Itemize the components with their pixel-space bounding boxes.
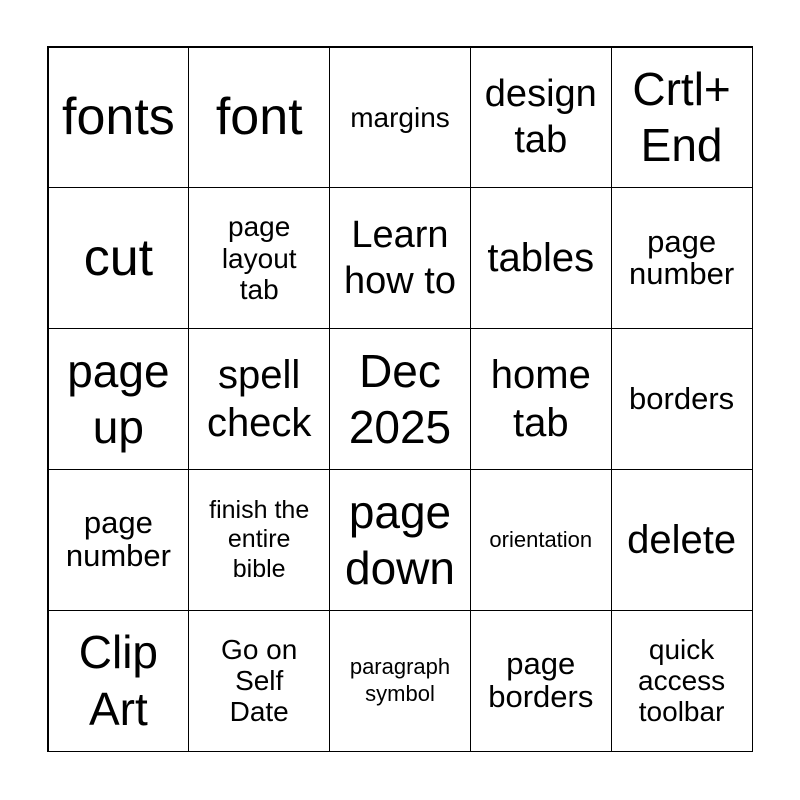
bingo-cell[interactable] bbox=[329, 469, 471, 611]
bingo-cell-label: delete bbox=[627, 517, 737, 562]
bingo-board bbox=[47, 46, 753, 752]
bingo-cell[interactable] bbox=[188, 610, 330, 752]
bingo-cell[interactable] bbox=[48, 328, 190, 470]
bingo-cell-label: page down bbox=[345, 485, 455, 594]
bingo-cell[interactable] bbox=[611, 187, 753, 329]
bingo-cell-label: design tab bbox=[484, 73, 597, 162]
bingo-cell-label: orientation bbox=[489, 526, 593, 552]
bingo-cell[interactable] bbox=[470, 187, 612, 329]
bingo-cell-label: margins bbox=[350, 101, 450, 133]
bingo-cell-label: page number bbox=[629, 223, 735, 292]
bingo-cell-label: Dec 2025 bbox=[348, 344, 452, 453]
bingo-cell[interactable] bbox=[329, 328, 471, 470]
bingo-cell[interactable] bbox=[611, 328, 753, 470]
bingo-cell[interactable] bbox=[329, 47, 471, 189]
bingo-cell[interactable] bbox=[329, 187, 471, 329]
bingo-cell-label: page layout tab bbox=[221, 211, 297, 305]
bingo-cell-label: Go on Self Date bbox=[221, 633, 298, 728]
bingo-cell-label: home tab bbox=[490, 352, 591, 445]
bingo-cell[interactable] bbox=[188, 328, 330, 470]
bingo-cell-label: page borders bbox=[488, 646, 594, 714]
bingo-cell-label: spell check bbox=[206, 352, 312, 445]
bingo-cell-label: Learn how to bbox=[344, 213, 456, 303]
bingo-cell-label: finish the entire bible bbox=[209, 495, 310, 583]
bingo-cell[interactable] bbox=[470, 47, 612, 189]
bingo-cell-label: Clip Art bbox=[78, 626, 159, 735]
bingo-cell[interactable] bbox=[48, 187, 190, 329]
bingo-cell[interactable] bbox=[470, 610, 612, 752]
bingo-cell-label: borders bbox=[629, 380, 735, 416]
bingo-cell-label: paragraph symbol bbox=[349, 654, 451, 706]
bingo-cell[interactable] bbox=[48, 610, 190, 752]
bingo-cell[interactable] bbox=[188, 469, 330, 611]
bingo-cell[interactable] bbox=[188, 47, 330, 189]
bingo-cell-label: font bbox=[215, 88, 303, 147]
bingo-cell-label: Crtl+ End bbox=[632, 63, 731, 172]
bingo-cell[interactable] bbox=[470, 469, 612, 611]
bingo-cell-label: cut bbox=[83, 229, 154, 287]
bingo-cell-label: quick access toolbar bbox=[638, 633, 726, 728]
bingo-cell[interactable] bbox=[48, 47, 190, 189]
bingo-cell[interactable] bbox=[611, 469, 753, 611]
bingo-cell-label: tables bbox=[487, 236, 595, 281]
bingo-cell[interactable] bbox=[611, 47, 753, 189]
bingo-cell[interactable] bbox=[48, 469, 190, 611]
bingo-cell[interactable] bbox=[611, 610, 753, 752]
bingo-cell[interactable] bbox=[470, 328, 612, 470]
bingo-cell-label: fonts bbox=[62, 88, 175, 147]
bingo-cell-label: page number bbox=[65, 505, 171, 573]
bingo-cell-label: page up bbox=[67, 344, 170, 453]
bingo-cell[interactable] bbox=[329, 610, 471, 752]
bingo-cell[interactable] bbox=[188, 187, 330, 329]
